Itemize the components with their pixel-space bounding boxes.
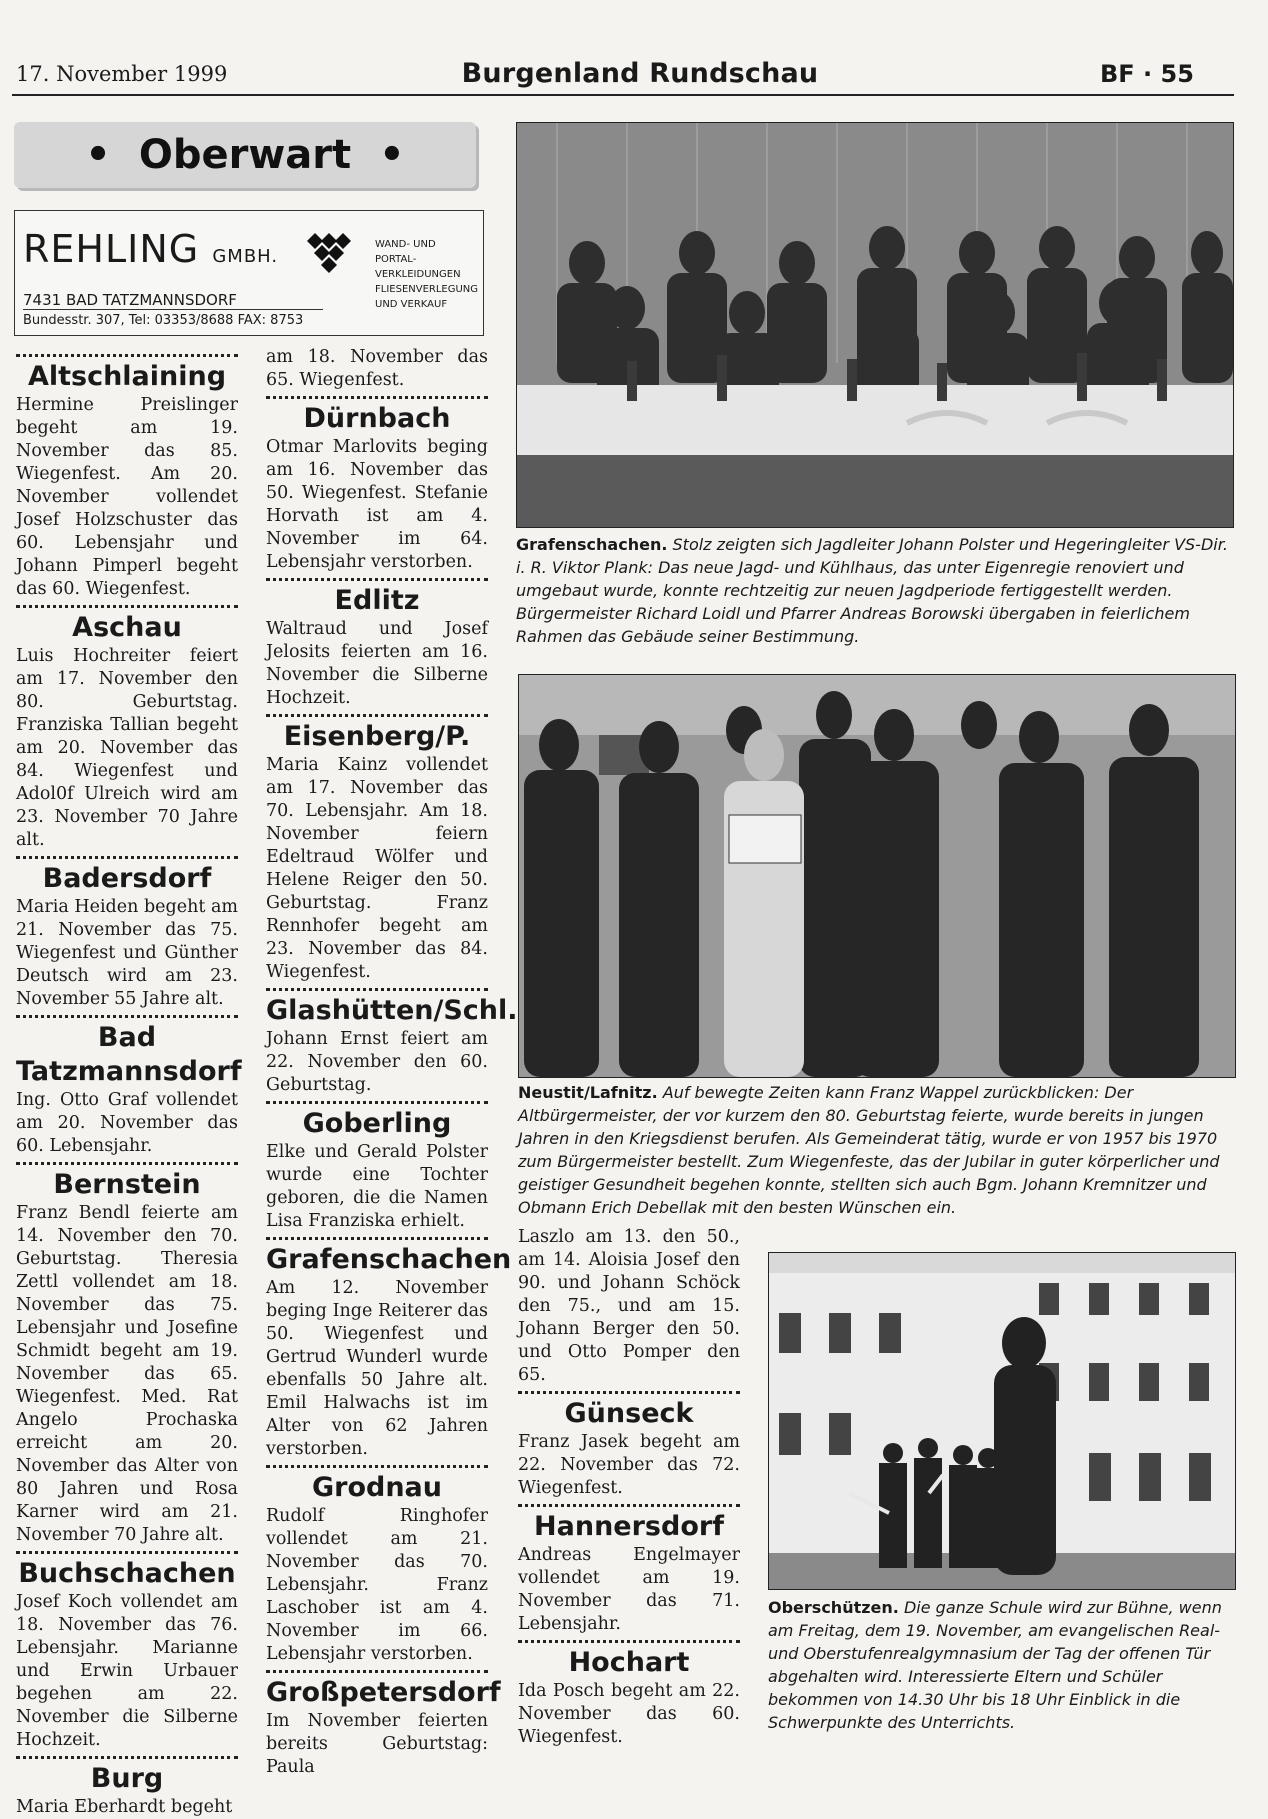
ad-brand-suffix: GMBH. [212,246,279,267]
issue-date: 17. November 1999 [16,62,228,86]
notice-text: Johann Ernst feiert am 22. November den 60. Geburtstag. [266,1029,488,1095]
place-heading: Hannersdorf [534,1511,724,1542]
place-heading: Goberling [302,1108,452,1139]
dotted-separator [266,714,488,717]
photo-neustift-lafnitz [518,674,1236,1078]
dotted-separator [266,1465,488,1468]
banner-bullet-right: • [379,132,405,178]
notice-text: Franz Jasek begeht am 22. November das 72. Wiegenfest. [518,1432,740,1498]
ad-service-line: PORTAL- [375,254,417,265]
ad-town: 7431 BAD TATZMANNSDORF [23,291,237,309]
region-name: Oberwart [138,132,352,178]
school-building-photo [769,1253,1235,1589]
caption-place: Neustit/Lafnitz. [518,1083,658,1102]
place-heading: Aschau [72,612,182,643]
rehling-advertisement [14,210,484,336]
notice-text: Josef Koch vollendet am 18. November das 76. Lebensjahr. Marianne und Erwin Urbauer begehen am 22. November die Silberne Hochzeit. [16,1592,238,1750]
dotted-separator [266,1237,488,1240]
banner-bullet-left: • [85,132,111,178]
header-rule [12,94,1234,96]
caption-text: Die ganze Schule wird zur Bühne, wenn am Freitag, dem 19. November, am evangelischen Real- und Oberstufenrealgymnasium der Tag der offenen Tür abgehalten wird. Interessierte Eltern und Schüler bekommen von 14.30 Uhr bis 18 Uhr Einblick in die Schwerpunkte des Unterrichts. [768,1598,1222,1732]
dotted-separator [266,1670,488,1673]
continued-text: Laszlo am 13. den 50., am 14. Aloisia Josef den 90. und Johann Schöck den 75., und am 15. Johann Berger den 50. und Otto Pomper den 65. [518,1227,740,1385]
caption-grafenschachen [516,533,1236,648]
caption-place: Grafenschachen. [516,535,668,554]
column-1 [16,350,242,1819]
place-heading: Buchschachen [18,1558,236,1589]
ad-service-line: FLIESENVERLEGUNG [375,284,479,295]
photo-oberschuetzen [768,1252,1236,1590]
notice-text: Ing. Otto Graf vollendet am 20. November das 60. Lebensjahr. [16,1090,238,1156]
ad-brand [23,227,278,271]
place-heading: Hochart [568,1647,690,1678]
dotted-separator [266,1101,488,1104]
column-2 [266,346,518,1779]
group-at-table-photo [517,123,1233,527]
ad-service-line: WAND- UND [375,239,436,250]
notice-text: Maria Eberhardt begeht [16,1797,233,1817]
place-heading: Dürnbach [303,403,451,434]
photo-grafenschachen [516,122,1234,528]
place-heading: Günseck [564,1398,694,1429]
notice-text: Ida Posch begeht am 22. November das 60. Wiegenfest. [518,1681,740,1747]
notice-text: Otmar Marlovits beging am 16. November das 50. Wiegenfest. Stefanie Horvath ist am 4. November im 64. Lebensjahr verstorben. [266,437,488,572]
place-heading: Bad Tatzmannsdorf [16,1022,242,1087]
notice-text: Maria Kainz vollendet am 17. November das 70. Lebensjahr. Am 18. November feiern Edeltraud Wölfer und Helene Reiger den 50. Geburtstag. Franz Rennhofer begeht am 23. November das 84. Wiegenfest. [266,755,488,982]
dotted-separator [16,1756,238,1759]
ad-services [375,237,478,312]
dotted-separator [266,988,488,991]
notice-text: Waltraud und Josef Jelosits feierten am 16. November die Silberne Hochzeit. [266,619,488,708]
caption-text: Auf bewegte Zeiten kann Franz Wappel zurückblicken: Der Altbürgermeister, der vor kurzem den 80. Geburtstag feierte, wurde bereits in jungen Jahren in den Kriegsdienst berufen. Als Gemeinderat tätig, wurde er von 1957 bis 1970 zum Bürgermeister bestellt. Zum Wiegenfeste, das der Jubilar in guter körperlicher und geistiger Gesundheit begehen konnte, stellten sich auch Bgm. Johann Kremnitzer und Obmann Erich Debellak mit den besten Wünschen ein. [518,1083,1220,1217]
place-heading: Burg [90,1763,164,1794]
ad-service-line: UND VERKAUF [375,299,448,310]
dotted-separator [518,1640,740,1643]
notice-text: Am 12. November beging Inge Reiterer das 50. Wiegenfest und Gertrud Wunderl wurde ebenfalls 50 Jahre alt. Emil Halwachs ist im Alter von 62 Jahren verstorben. [266,1278,488,1459]
notice-text: Hermine Preislinger begeht am 19. November das 85. Wiegenfest. Am 20. November vollendet Josef Holzschuster das 60. Lebensjahr und Johann Pimperl begeht das 60. Wiegenfest. [16,395,238,599]
dotted-separator [266,578,488,581]
diamond-logo-icon [301,231,357,283]
notice-text: Rudolf Ringhofer vollendet am 21. November das 70. Lebensjahr. Franz Laschober ist am 4. November im 66. Lebensjahr verstorben. [266,1506,488,1664]
dotted-separator [16,605,238,608]
ad-service-line: VERKLEIDUNGEN [375,269,461,280]
caption-oberschuetzen [768,1596,1236,1734]
caption-text: Stolz zeigten sich Jagdleiter Johann Polster und Hegeringleiter VS-Dir. i. R. Viktor Plank: Das neue Jagd- und Kühlhaus, das unter Eigenregie renoviert und umgebaut wurde, konnte rechtzeitig zur neuen Jagdperiode fertiggestellt werden. Bürgermeister Richard Loidl und Pfarrer Andreas Borowski übergaben in feierlichem Rahmen das Gebäude seiner Bestimmung. [516,535,1228,646]
dotted-separator [16,1551,238,1554]
ad-divider [23,309,323,310]
dotted-separator [16,354,238,357]
place-heading: Grafenschachen [266,1244,512,1275]
men-standing-photo [519,675,1235,1077]
dotted-separator [518,1391,740,1394]
notice-text: Andreas Engelmayer vollendet am 19. November das 71. Lebensjahr. [518,1545,740,1634]
ad-brand-name: REHLING [23,227,200,271]
caption-place: Oberschützen. [768,1598,899,1617]
dotted-separator [16,1162,238,1165]
notice-text: Elke und Gerald Polster wurde eine Tochter geboren, die die Namen Lisa Franziska erhielt. [266,1142,488,1231]
place-heading: Eisenberg/P. [283,721,471,752]
notice-text: Im November feierten bereits Geburtstag: Paula [266,1711,488,1777]
place-heading: Badersdorf [42,863,212,894]
caption-neustift-lafnitz [518,1081,1236,1219]
continued-text: am 18. November das 65. Wiegenfest. [266,347,488,390]
place-heading: Bernstein [53,1169,201,1200]
dotted-separator [16,1015,238,1018]
region-banner [14,122,476,188]
notice-text: Maria Heiden begeht am 21. November das 75. Wiegenfest und Günther Deutsch wird am 23. November 55 Jahre alt. [16,897,238,1009]
newspaper-title: Burgenland Rundschau [461,58,819,89]
place-heading: Grodnau [311,1472,443,1503]
dotted-separator [518,1504,740,1507]
dotted-separator [266,396,488,399]
place-heading: Edlitz [334,585,420,616]
page-number: BF · 55 [1100,60,1194,88]
column-3 [518,1226,740,1749]
place-heading: Großpetersdorf [266,1677,501,1708]
notice-text: Luis Hochreiter feiert am 17. November den 80. Geburtstag. Franziska Tallian begeht am 20. November das 84. Wiegenfest und Adol0f Ulreich wird am 23. November 70 Jahre alt. [16,646,238,850]
place-heading: Altschlaining [27,361,227,392]
dotted-separator [16,856,238,859]
ad-address: Bundesstr. 307, Tel: 03353/8688 FAX: 8753 [23,313,304,328]
notice-text: Franz Bendl feierte am 14. November den 70. Geburtstag. Theresia Zettl vollendet am 18. November das 75. Lebensjahr und Josefine Schmidt begeht am 19. November das 65. Wiegenfest. Med. Rat Angelo Prochaska erreicht am 20. November das Alter von 80 Jahren und Rosa Karner wird am 21. November 70 Jahre alt. [16,1203,238,1545]
place-heading: Glashütten/Schl. [266,995,518,1026]
